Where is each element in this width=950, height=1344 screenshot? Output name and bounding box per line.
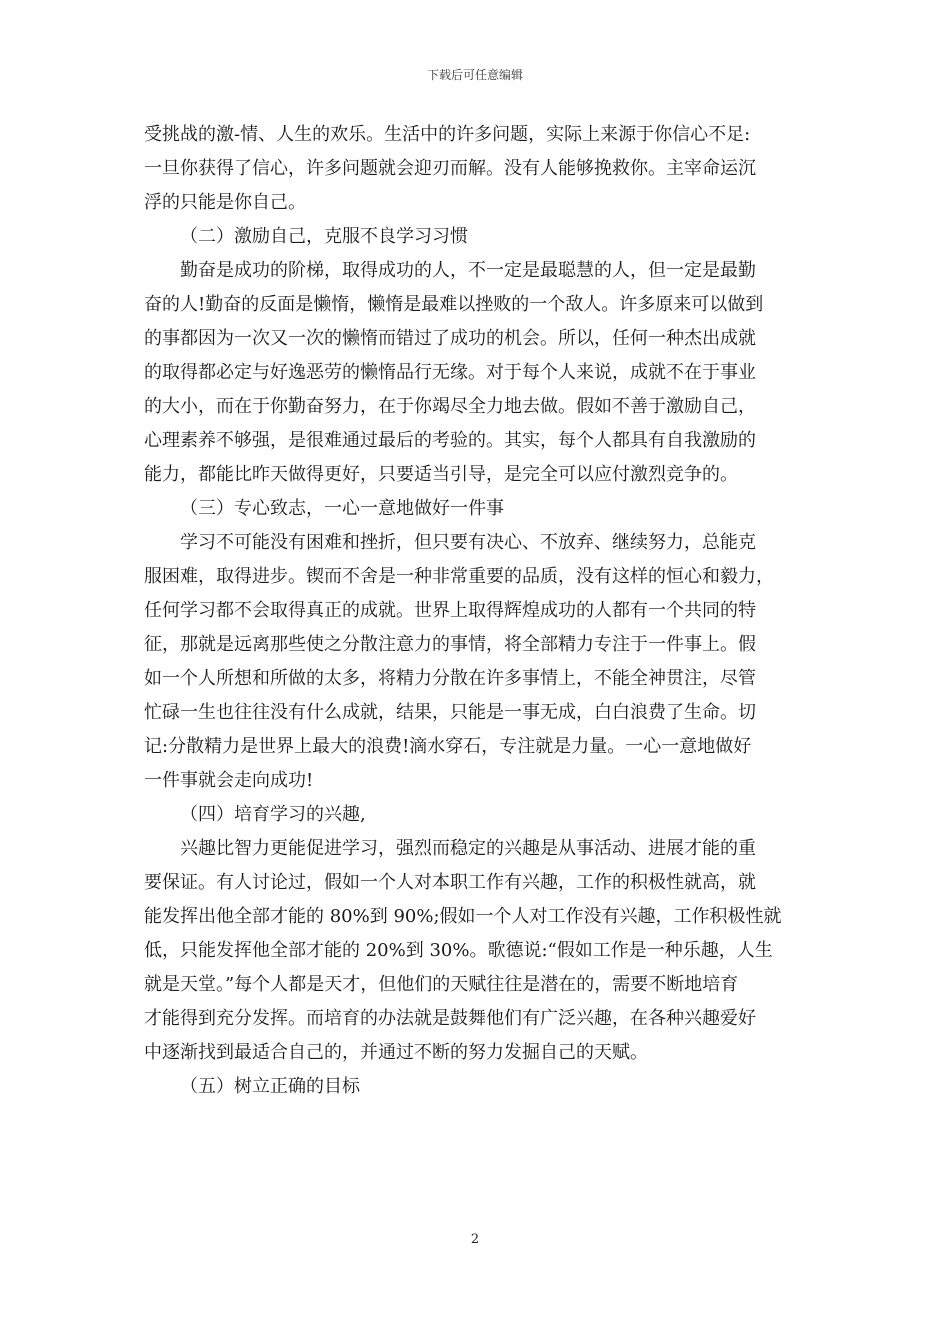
body-line: 如一个人所想和所做的太多，将精力分散在许多事情上，不能全神贯注，尽管 — [144, 668, 756, 689]
body-line: 才能得到充分发挥。而培育的办法就是鼓舞他们有广泛兴趣，在各种兴趣爱好 — [144, 1008, 756, 1029]
page-header: 下载后可任意编辑 — [426, 68, 523, 82]
body-line: 奋的人!勤奋的反面是懒惰，懒惰是最难以挫败的一个敌人。许多原来可以做到 — [144, 294, 764, 315]
body-line: 心理素养不够强，是很难通过最后的考验的。其实，每个人都具有自我激励的 — [144, 430, 756, 451]
body-line: 的事都因为一次又一次的懒惰而错过了成功的机会。所以，任何一种杰出成就 — [144, 328, 756, 349]
body-line: 浮的只能是你自己。 — [144, 192, 306, 213]
section-heading-3: （三）专心致志，一心一意地做好一件事 — [180, 498, 504, 519]
body-line: 能发挥出他全部才能的 80%到 90%;假如一个人对工作没有兴趣，工作积极性就 — [144, 906, 782, 927]
page-number: 2 — [470, 1232, 480, 1247]
body-line: 就是天堂。”每个人都是天才，但他们的天赋往往是潜在的，需要不断地培育 — [144, 974, 739, 995]
section-heading-5: （五）树立正确的目标 — [180, 1076, 360, 1097]
body-line: 受挑战的激-情、人生的欢乐。生活中的许多问题，实际上来源于你信心不足: — [144, 124, 751, 145]
body-line: 中逐渐找到最适合自己的，并通过不断的努力发掘自己的天赋。 — [144, 1042, 648, 1063]
body-line: 一旦你获得了信心，许多问题就会迎刃而解。没有人能够挽救你。主宰命运沉 — [144, 158, 756, 179]
body-line: 忙碌一生也往往没有什么成就，结果，只能是一事无成，白白浪费了生命。切 — [144, 702, 756, 723]
body-line: 服困难，取得进步。锲而不舍是一种非常重要的品质，没有这样的恒心和毅力， — [144, 566, 774, 587]
body-line: 能力，都能比昨天做得更好，只要适当引导，是完全可以应付激烈竞争的。 — [144, 464, 738, 485]
body-line: 要保证。有人讨论过，假如一个人对本职工作有兴趣，工作的积极性就高，就 — [144, 872, 756, 893]
paragraph-start: 勤奋是成功的阶梯，取得成功的人，不一定是最聪慧的人，但一定是最勤 — [180, 260, 756, 281]
paragraph-start: 学习不可能没有困难和挫折，但只要有决心、不放弃、继续努力，总能克 — [180, 532, 756, 553]
body-line: 任何学习都不会取得真正的成就。世界上取得辉煌成功的人都有一个共同的特 — [144, 600, 756, 621]
section-heading-2: （二）激励自己，克服不良学习习惯 — [180, 226, 468, 247]
section-heading-4: （四）培育学习的兴趣, — [180, 804, 366, 825]
body-line: 的大小，而在于你勤奋努力，在于你竭尽全力地去做。假如不善于激励自己， — [144, 396, 756, 417]
paragraph-start: 兴趣比智力更能促进学习，强烈而稳定的兴趣是从事活动、进展才能的重 — [180, 838, 756, 859]
body-line: 低，只能发挥他全部才能的 20%到 30%。歌德说:“假如工作是一种乐趣，人生 — [144, 940, 773, 961]
body-line: 的取得都必定与好逸恶劳的懒惰品行无缘。对于每个人来说，成就不在于事业 — [144, 362, 756, 383]
body-line: 征，那就是远离那些使之分散注意力的事情，将全部精力专注于一件事上。假 — [144, 634, 756, 655]
body-line: 记:分散精力是世界上最大的浪费!滴水穿石，专注就是力量。一心一意地做好 — [144, 736, 752, 757]
document-body — [144, 118, 810, 1104]
body-line: 一件事就会走向成功! — [144, 770, 314, 791]
